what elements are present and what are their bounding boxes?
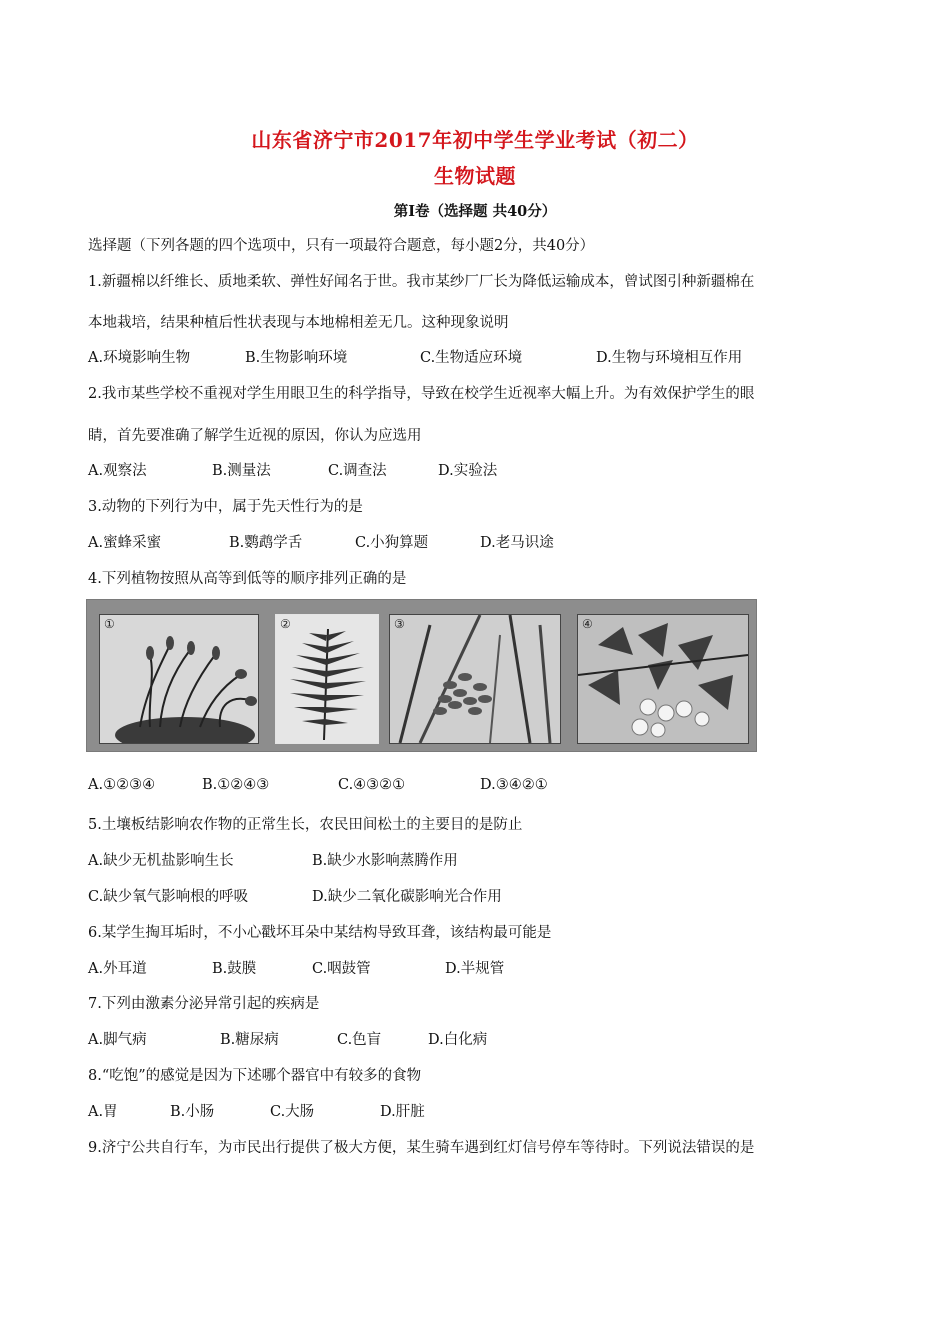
question-8-option-d: D.肝脏 (380, 1104, 425, 1120)
question-3-stem: 3.动物的下列行为中，属于先天性行为的是 (88, 499, 363, 515)
plant-figure (86, 599, 757, 752)
question-4-option-b: B.①②④③ (202, 777, 270, 793)
question-8-option-a: A.胃 (88, 1104, 118, 1120)
question-2-option-c: C.调查法 (328, 463, 387, 479)
question-7-stem: 7.下列由激素分泌异常引起的疾病是 (88, 996, 320, 1012)
question-7-option-a: A.脚气病 (88, 1032, 147, 1048)
question-2-stem-line-1: 2.我市某些学校不重视对学生用眼卫生的科学指导，导致在校学生近视率大幅上升。为有效保护学生的眼 (88, 386, 755, 402)
question-6-option-b: B.鼓膜 (212, 961, 257, 977)
ginkgo-image (577, 614, 749, 744)
figure-label-2: ② (280, 617, 291, 631)
question-6-stem: 6.某学生掏耳垢时，不小心戳坏耳朵中某结构导致耳聋，该结构最可能是 (88, 925, 552, 941)
question-2-stem-line-2: 睛，首先要准确了解学生近视的原因，你认为应选用 (88, 428, 422, 444)
question-1-option-b: B.生物影响环境 (245, 350, 348, 366)
question-5-option-b: B.缺少水影响蒸腾作用 (312, 853, 458, 869)
question-3-option-d: D.老马识途 (480, 535, 554, 551)
figure-label-3: ③ (394, 617, 405, 631)
figure-label-1: ① (104, 617, 115, 631)
instructions: 选择题（下列各题的四个选项中，只有一项最符合题意，每小题2分，共40分） (88, 238, 595, 254)
question-5-option-c: C.缺少氧气影响根的呼吸 (88, 889, 249, 905)
question-2-option-d: D.实验法 (438, 463, 498, 479)
question-4-option-d: D.③④②① (480, 777, 548, 793)
question-4-stem: 4.下列植物按照从高等到低等的顺序排列正确的是 (88, 571, 407, 587)
exam-title: 山东省济宁市2017年初中学生学业考试（初二） (251, 128, 699, 152)
rice-image (389, 614, 561, 744)
question-7-option-b: B.糖尿病 (220, 1032, 279, 1048)
section-heading: 第Ⅰ卷（选择题 共40分） (393, 203, 557, 220)
moss-image (99, 614, 259, 744)
fern-image (275, 614, 379, 744)
question-8-option-b: B.小肠 (170, 1104, 215, 1120)
question-5-stem: 5.土壤板结影响农作物的正常生长，农民田间松土的主要目的是防止 (88, 817, 523, 833)
question-5-option-d: D.缺少二氧化碳影响光合作用 (312, 889, 502, 905)
question-4-option-c: C.④③②① (338, 777, 406, 793)
question-7-option-d: D.白化病 (428, 1032, 488, 1048)
question-4-option-a: A.①②③④ (88, 777, 156, 793)
question-2-option-b: B.测量法 (212, 463, 271, 479)
question-6-option-a: A.外耳道 (88, 961, 147, 977)
question-1-option-d: D.生物与环境相互作用 (596, 350, 743, 366)
question-6-option-c: C.咽鼓管 (312, 961, 371, 977)
question-1-option-c: C.生物适应环境 (420, 350, 523, 366)
question-3-option-a: A.蜜蜂采蜜 (88, 535, 162, 551)
question-5-option-a: A.缺少无机盐影响生长 (88, 853, 234, 869)
question-1-option-a: A.环境影响生物 (88, 350, 191, 366)
question-8-stem: 8.“吃饱”的感觉是因为下述哪个器官中有较多的食物 (88, 1068, 422, 1084)
question-3-option-b: B.鹦鹉学舌 (229, 535, 303, 551)
question-7-option-c: C.色盲 (337, 1032, 382, 1048)
exam-subtitle: 生物试题 (434, 164, 516, 188)
question-2-option-a: A.观察法 (88, 463, 147, 479)
question-1-stem-line-2: 本地栽培，结果种植后性状表现与本地棉相差无几。这种现象说明 (88, 315, 509, 331)
question-8-option-c: C.大肠 (270, 1104, 315, 1120)
question-1-stem-line-1: 1.新疆棉以纤维长、质地柔软、弹性好闻名于世。我市某纱厂厂长为降低运输成本，曾试图引种新疆棉在 (88, 274, 755, 290)
question-3-option-c: C.小狗算题 (355, 535, 429, 551)
question-6-option-d: D.半规管 (445, 961, 505, 977)
question-9-stem: 9.济宁公共自行车，为市民出行提供了极大方便，某生骑车遇到红灯信号停车等待时。下列说法错误的是 (88, 1140, 755, 1156)
figure-label-4: ④ (582, 617, 593, 631)
